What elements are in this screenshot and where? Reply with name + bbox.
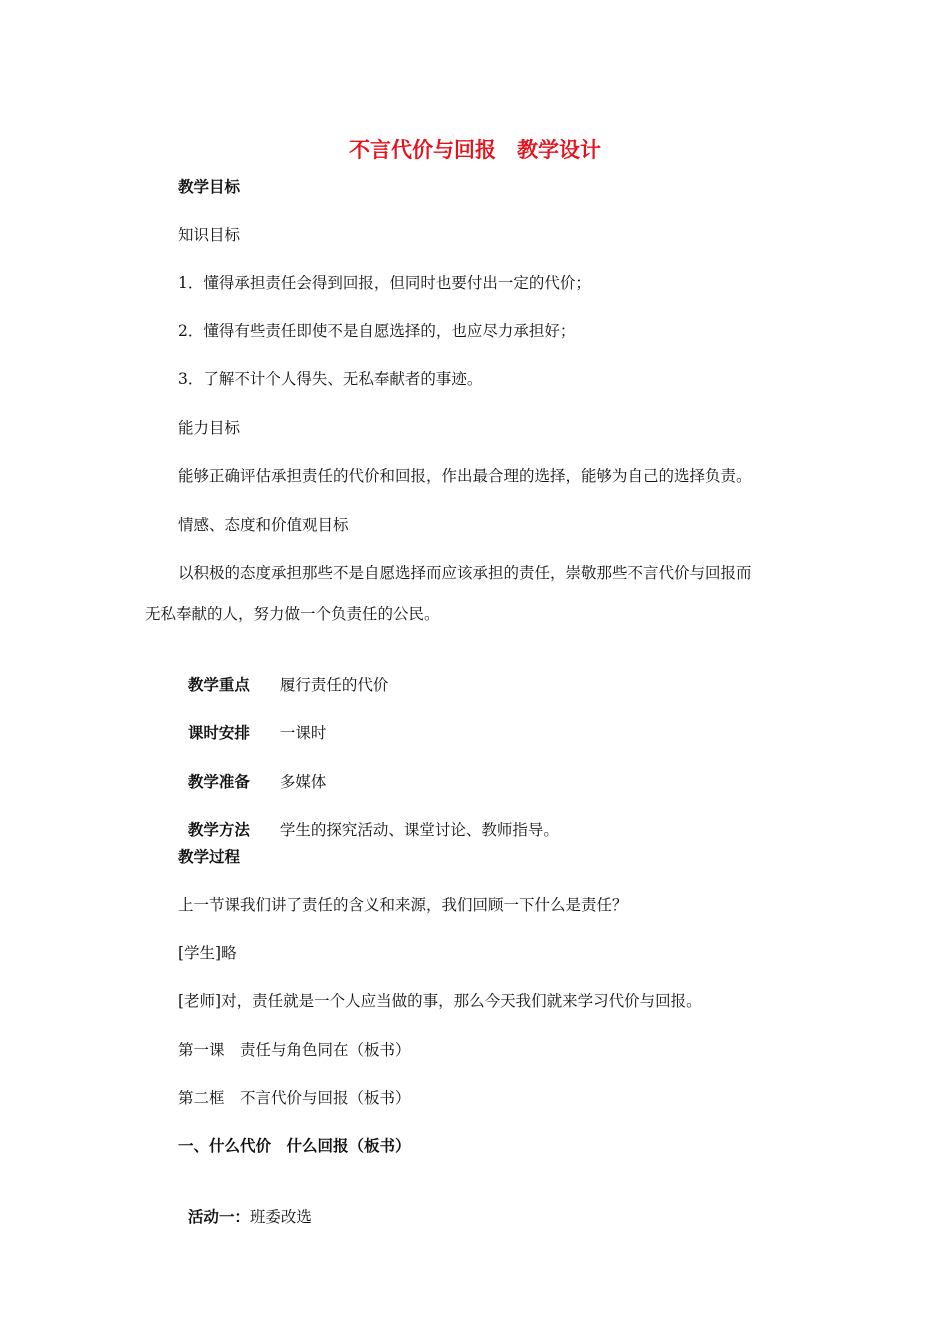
method-row — [178, 797, 559, 841]
preparation-label: 教学准备 — [187, 773, 250, 791]
activity-label: 活动一： — [187, 1208, 250, 1226]
process-line: [老师]对，责任就是一个人应当做的事，那么今天我们就来学习代价与回报。 — [178, 992, 702, 1010]
process-line: 上一节课我们讲了责任的含义和来源，我们回顾一下什么是责任？ — [178, 896, 628, 914]
section-heading: 一、什么代价 什么回报（板书） — [178, 1137, 411, 1155]
ability-text: 能够正确评估承担责任的代价和回报，作出最合理的选择，能够为自己的选择负责。 — [178, 467, 752, 485]
schedule-row — [178, 700, 326, 744]
process-line: [学生]略 — [178, 944, 237, 962]
process-line: 第一课 责任与角色同在（板书） — [178, 1041, 411, 1059]
process-line: 第二框 不言代价与回报（板书） — [178, 1089, 411, 1107]
key-point-label: 教学重点 — [187, 676, 250, 694]
knowledge-item: 3．了解不计个人得失、无私奉献者的事迹。 — [178, 370, 483, 388]
activity-row — [178, 1184, 312, 1228]
preparation-value: 多媒体 — [279, 773, 327, 791]
process-heading: 教学过程 — [178, 848, 241, 866]
method-value: 学生的探究活动、课堂讨论、教师指导。 — [279, 821, 559, 839]
key-point-row — [178, 652, 388, 696]
knowledge-item: 1．懂得承担责任会得到回报，但同时也要付出一定的代价； — [178, 274, 591, 292]
document-title: 不言代价与回报 教学设计 — [349, 138, 601, 162]
preparation-row — [178, 749, 326, 793]
knowledge-heading: 知识目标 — [178, 226, 241, 244]
schedule-label: 课时安排 — [187, 724, 250, 742]
schedule-value: 一课时 — [279, 724, 327, 742]
emotion-heading: 情感、态度和价值观目标 — [178, 516, 349, 534]
ability-heading: 能力目标 — [178, 419, 241, 437]
emotion-text-line2: 无私奉献的人，努力做一个负责任的公民。 — [145, 605, 440, 623]
objectives-heading: 教学目标 — [178, 178, 241, 196]
activity-value: 班委改选 — [249, 1208, 312, 1226]
method-label: 教学方法 — [187, 821, 250, 839]
knowledge-item: 2．懂得有些责任即使不是自愿选择的，也应尽力承担好； — [178, 322, 576, 340]
key-point-value: 履行责任的代价 — [279, 676, 389, 694]
emotion-text-line1: 以积极的态度承担那些不是自愿选择而应该承担的责任，崇敬那些不言代价与回报而 — [178, 564, 752, 582]
